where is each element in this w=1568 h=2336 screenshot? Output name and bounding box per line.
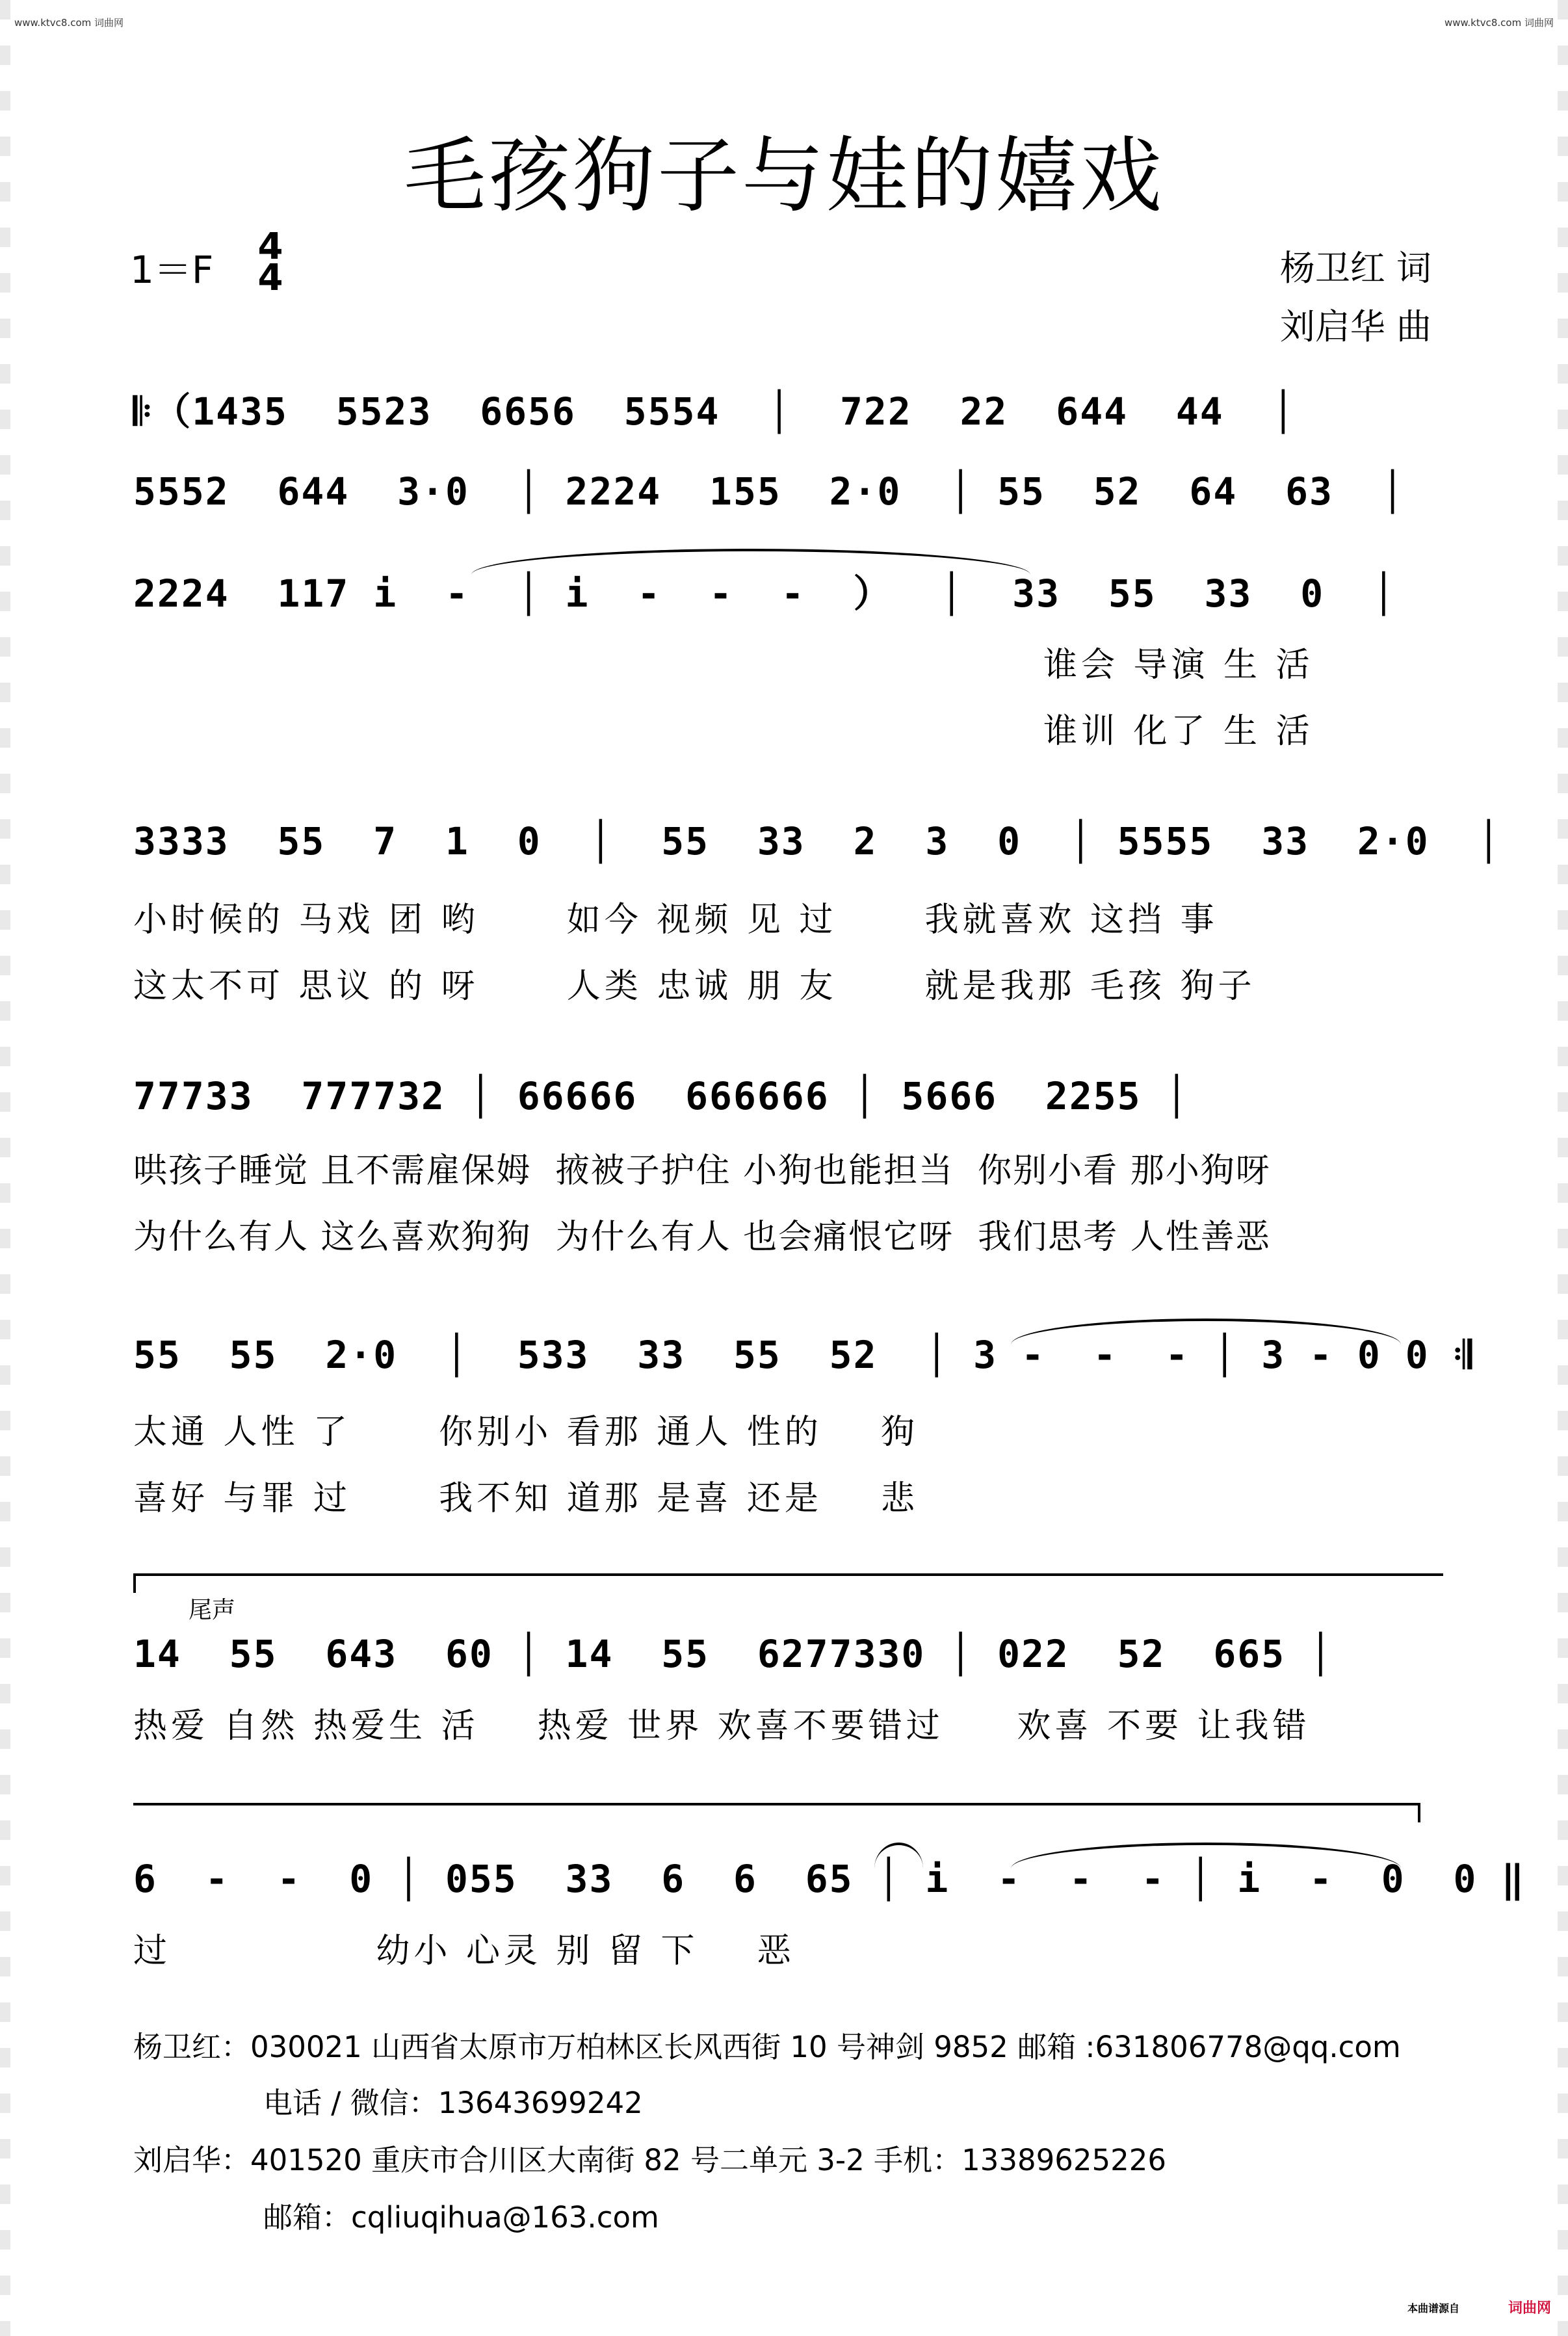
left-margin-watermark <box>0 0 10 2336</box>
tie <box>874 1843 923 1869</box>
song-title: 毛孩狗子与娃的嬉戏 <box>404 128 1164 224</box>
score-row-4 <box>133 819 1502 904</box>
lyricist-credit: 杨卫红 词 <box>1279 248 1431 289</box>
coda-bracket-line-2 <box>133 1803 1420 1805</box>
coda-label: 尾声 <box>189 1597 236 1623</box>
score-row-2 <box>133 469 1440 554</box>
composer-credit: 刘启华 曲 <box>1279 306 1431 347</box>
notes-row-8: 6 - - 0 │ 055 33 6 6 65 │ i - - - │ i - 0 0 ‖ <box>133 1857 1526 1901</box>
notes-row-2: 5552 644 3·0 │ 2224 155 2·0 │ 55 52 64 63 │ <box>133 469 1405 514</box>
score-row-3 <box>133 563 1440 648</box>
lyric-row-7: 热爱 自然 热爱生 活 热爱 世界 欢喜不要错过 欢喜 不要 让我错 <box>133 1707 1311 1746</box>
lyric-row-8: 过 幼小 心灵 别 留 下 恶 <box>133 1932 795 1971</box>
tie <box>1011 1319 1401 1345</box>
contact-lyricist: 杨卫红：030021 山西省太原市万柏林区长风西街 10 号神剑 9852 邮箱 :631806778@qq.com <box>133 2030 1401 2064</box>
tie <box>1011 1843 1401 1869</box>
lyric-row-3-verse-2: 谁训 化了 生 活 <box>1043 712 1314 751</box>
contact-lyricist-phone: 电话 / 微信：13643699242 <box>263 2086 643 2120</box>
lyric-row-3-verse-1: 谁会 导演 生 活 <box>1043 646 1314 685</box>
lyric-row-4-verse-2: 这太不可 思议 的 呀 人类 忠诚 朋 友 就是我那 毛孩 狗子 <box>133 967 1256 1006</box>
notes-row-7: 14 55 643 60 │ 14 55 6277330 │ 022 52 665 │ <box>133 1632 1333 1676</box>
time-signature-top: 4 <box>257 226 283 268</box>
right-margin-watermark <box>1558 0 1568 2336</box>
footer-source: 本曲谱源自 <box>1407 2302 1460 2315</box>
notes-row-5: 77733 777732 │ 66666 666666 │ 5666 2255 │ <box>133 1074 1190 1118</box>
contact-composer: 刘启华：401520 重庆市合川区大南街 82 号二单元 3-2 手机：13389625226 <box>133 2143 1166 2177</box>
time-signature-bottom: 4 <box>257 257 283 299</box>
lyric-row-5-verse-2: 为什么有人 这么喜欢狗狗 为什么有人 也会痛恨它呀 我们思考 人性善恶 <box>133 1218 1271 1257</box>
site-watermark-left: www.ktvc8.com 词曲网 <box>14 17 124 29</box>
lyric-row-6-verse-1: 太通 人性 了 你别小 看那 通人 性的 狗 <box>133 1413 919 1452</box>
notes-row-4: 3333 55 7 1 0 │ 55 33 2 3 0 │ 5555 33 2·0 │ <box>133 819 1502 863</box>
score-row-1 <box>133 381 1440 466</box>
notes-row-1: 𝄆（1435 5523 6656 5554 │ 722 22 644 44 │ <box>133 389 1296 434</box>
lyric-row-6-verse-2: 喜好 与罪 过 我不知 道那 是喜 还是 悲 <box>133 1479 919 1518</box>
lyric-row-4-verse-1: 小时候的 马戏 团 哟 如今 视频 见 过 我就喜欢 这挡 事 <box>133 900 1218 939</box>
coda-bracket-line <box>133 1573 1443 1576</box>
site-watermark-right: www.ktvc8.com 词曲网 <box>1444 17 1554 29</box>
footer-logo: 词曲网 <box>1508 2300 1552 2316</box>
coda-bracket-tick <box>133 1573 136 1593</box>
lyric-row-5-verse-1: 哄孩子睡觉 且不需雇保姆 掖被子护住 小狗也能担当 你别小看 那小狗呀 <box>133 1151 1271 1190</box>
coda-bracket-end <box>1418 1803 1420 1822</box>
notes-row-6: 55 55 2·0 │ 533 33 55 52 │ 3 - - - │ 3 - 0 0 𝄇 <box>133 1333 1473 1377</box>
key-signature: 1＝F <box>130 248 214 292</box>
notes-row-3: 2224 117 i - │ i - - - ） │ 33 55 33 0 │ <box>133 571 1396 616</box>
contact-composer-email: 邮箱：cqliuqihua@163.com <box>263 2200 659 2235</box>
